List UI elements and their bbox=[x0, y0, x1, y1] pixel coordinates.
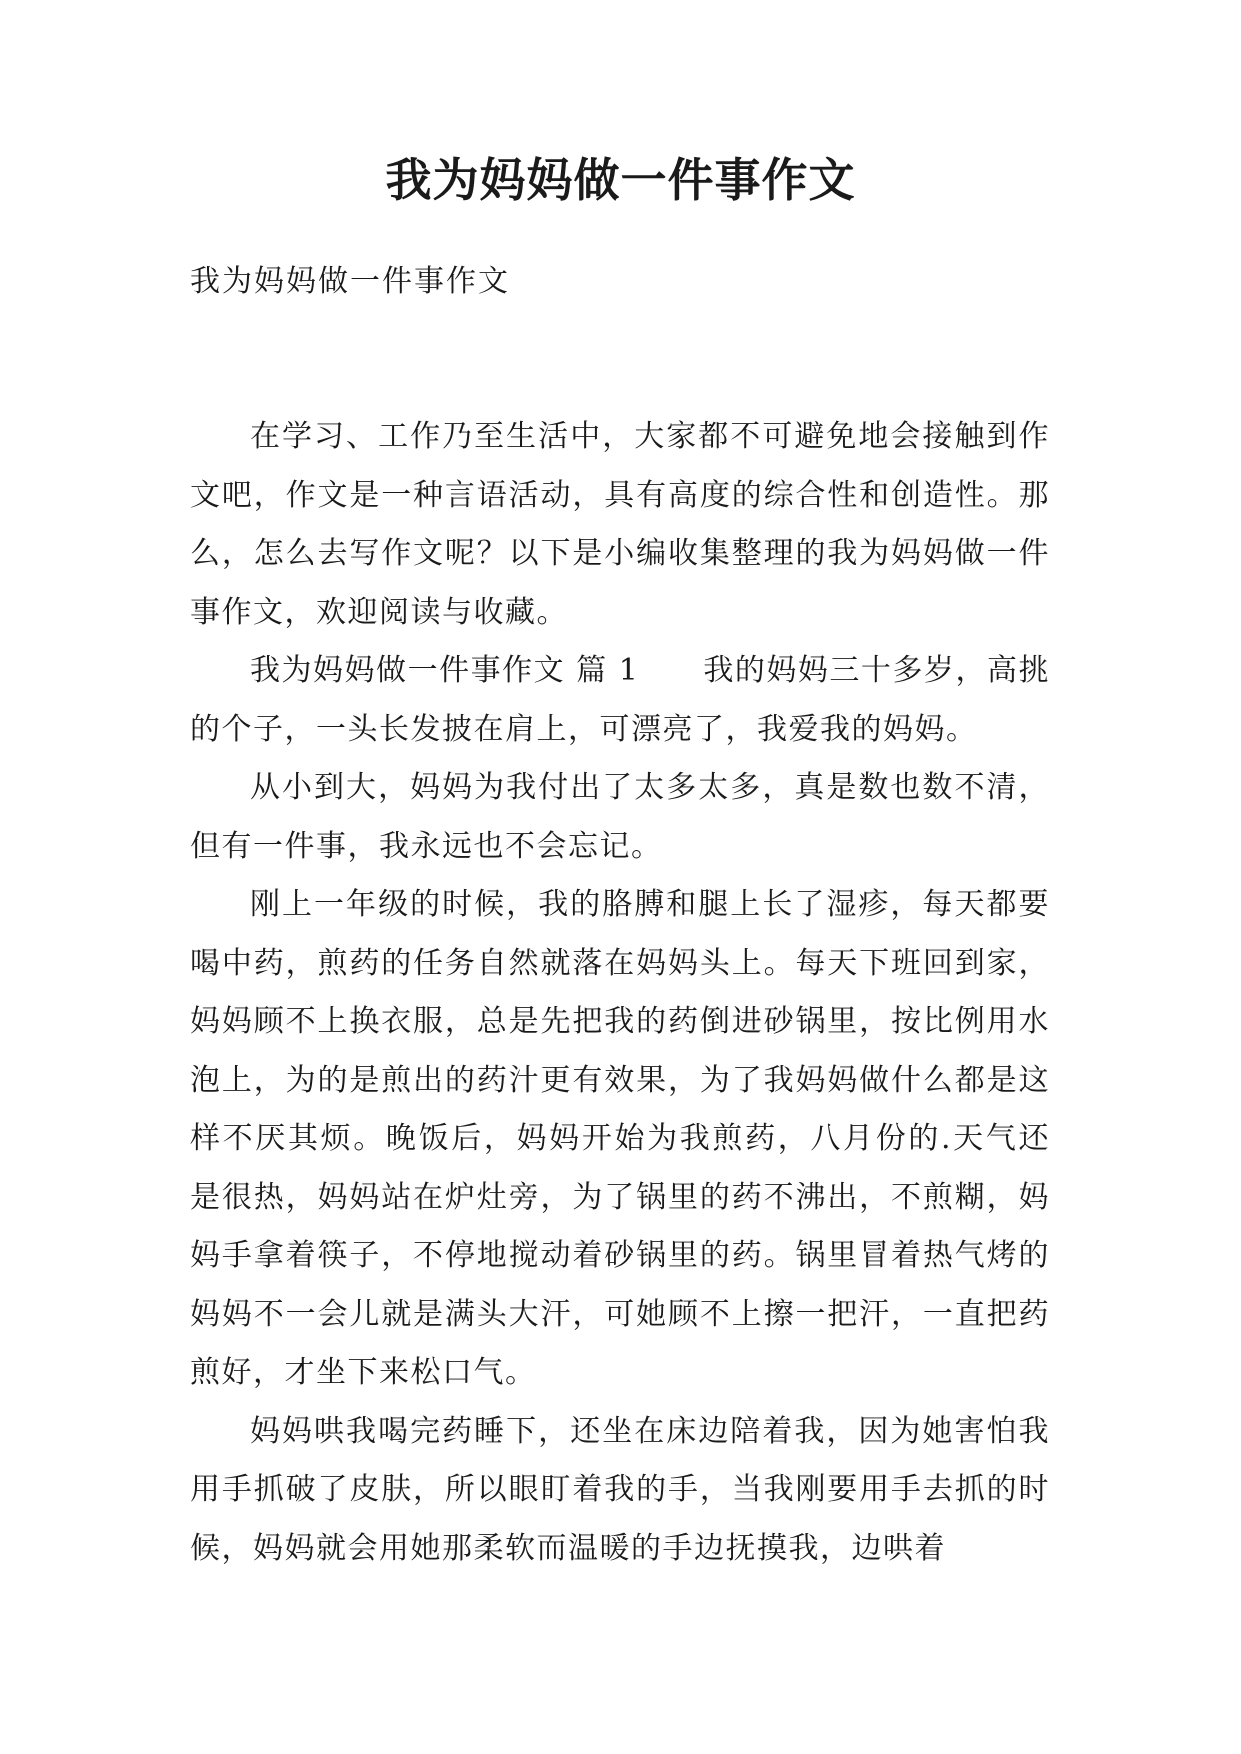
paragraph-2: 从小到大，妈妈为我付出了太多太多，真是数也数不清，但有一件事，我永远也不会忘记。 bbox=[190, 770, 1050, 864]
paragraph-section-1 bbox=[190, 642, 1050, 759]
paragraph-3: 刚上一年级的时候，我的胳膊和腿上长了湿疹，每天都要喝中药，煎药的任务自然就落在妈妈头上。每天下班回到家，妈妈顾不上换衣服，总是先把我的药倒进砂锅里，按比例用水泡上，为的是煎出的药汁更有效果，为了我妈妈做什么都是这样不厌其烦。晚饭后，妈妈开始为我煎药，八月份的.天气还是很热，妈妈站在炉灶旁，为了锅里的药不沸出，不煎糊，妈妈手拿着筷子，不停地搅动着砂锅里的药。锅里冒着热气烤的妈妈不一会儿就是满头大汗，可她顾不上擦一把汗，一直把药煎好，才坐下来松口气。 bbox=[190, 887, 1050, 1390]
paragraph-intro: 在学习、工作乃至生活中，大家都不可避免地会接触到作文吧，作文是一种言语活动，具有高度的综合性和创造性。那么，怎么去写作文呢？以下是小编收集整理的我为妈妈做一件事作文，欢迎阅读与收藏。 bbox=[190, 419, 1050, 630]
page-title: 我为妈妈做一件事作文 bbox=[385, 153, 856, 207]
document-body bbox=[190, 408, 1050, 1578]
paragraph-4: 妈妈哄我喝完药睡下，还坐在床边陪着我，因为她害怕我用手抓破了皮肤，所以眼盯着我的手，当我刚要用手去抓的时候，妈妈就会用她那柔软而温暖的手边抚摸我，边哄着 bbox=[190, 1413, 1050, 1566]
section-text: 我的妈妈三十多岁，高挑的个子，一头长发披在肩上，可漂亮了，我爱我的妈妈。 bbox=[190, 653, 1050, 747]
document-subtitle: 我为妈妈做一件事作文 bbox=[190, 264, 510, 299]
section-heading: 我为妈妈做一件事作文 篇 1 bbox=[250, 653, 640, 688]
